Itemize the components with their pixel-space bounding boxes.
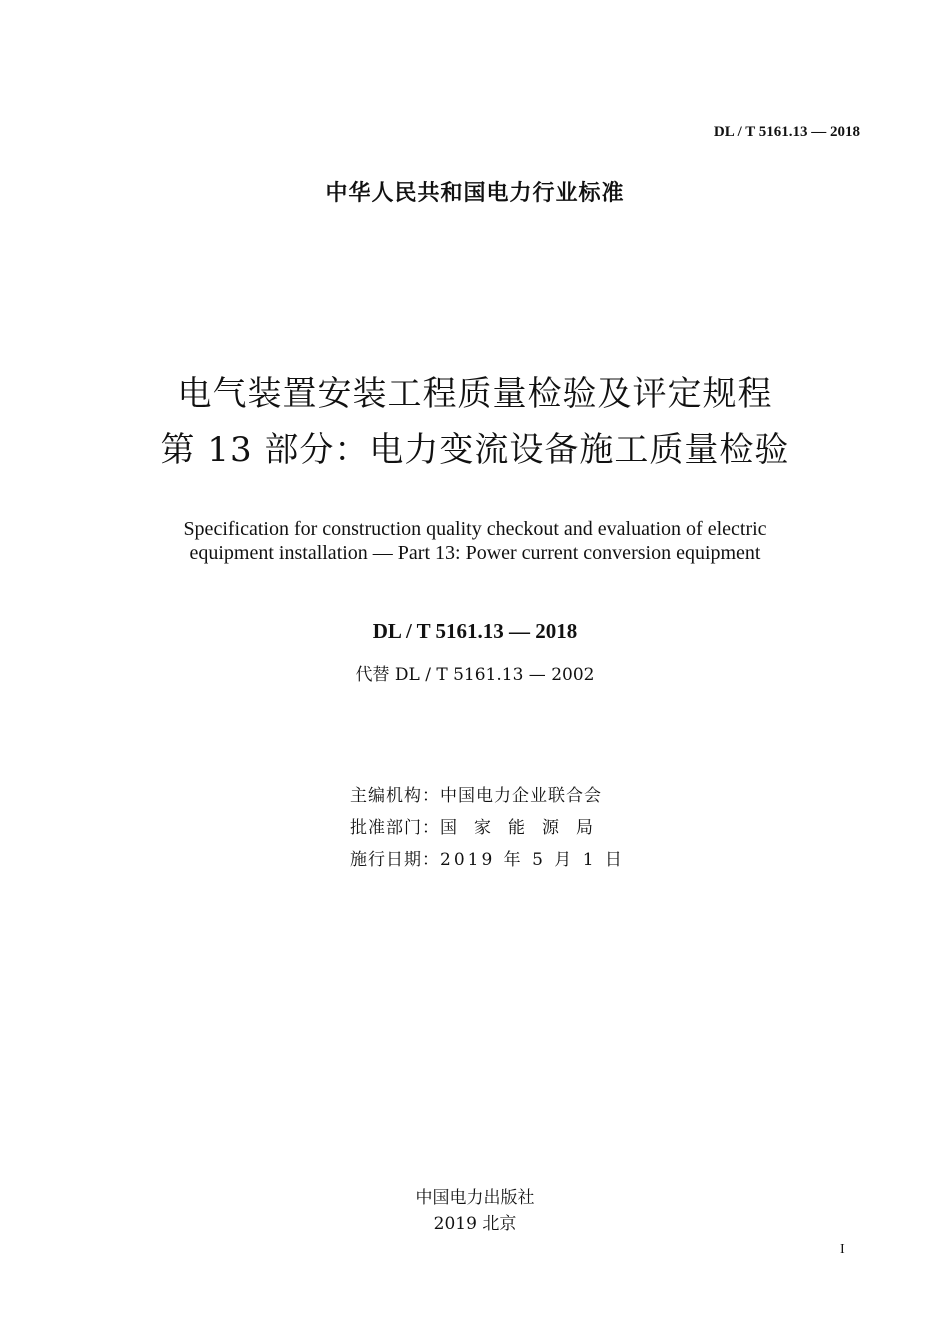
publisher-year-city: 2019 北京 <box>433 1214 517 1234</box>
header-standard-code: DL / T 5161.13 — 2018 <box>713 124 860 140</box>
standard-code: DL / T 5161.13 — 2018 <box>372 619 578 643</box>
english-title-line2: equipment installation — Part 13: Power current conversion equipment <box>189 542 761 564</box>
industry-standard-heading: 中华人民共和国电力行业标准 <box>325 181 625 206</box>
meta-date-label: 施行日期： <box>350 850 440 870</box>
meta-editor-value: 中国电力企业联合会 <box>440 786 602 806</box>
english-title-line1: Specification for construction quality checkout and evaluation of electric <box>183 518 767 540</box>
meta-date-value: 2019 年 5 月 1 日 <box>440 850 625 870</box>
meta-date <box>350 845 625 870</box>
meta-approver <box>350 813 610 838</box>
page-number: I <box>840 1242 845 1257</box>
document-title-line2: 第 13 部分：电力变流设备施工质量检验 <box>160 430 790 470</box>
meta-approver-value: 国家能源局 <box>440 818 610 838</box>
meta-editor <box>350 781 602 806</box>
meta-editor-label: 主编机构： <box>350 786 440 806</box>
meta-approver-label: 批准部门： <box>350 818 440 838</box>
replaces-standard: 代替 DL / T 5161.13 — 2002 <box>355 665 595 685</box>
document-title-line1: 电气装置安装工程质量检验及评定规程 <box>177 374 773 414</box>
publisher-name: 中国电力出版社 <box>415 1188 535 1208</box>
